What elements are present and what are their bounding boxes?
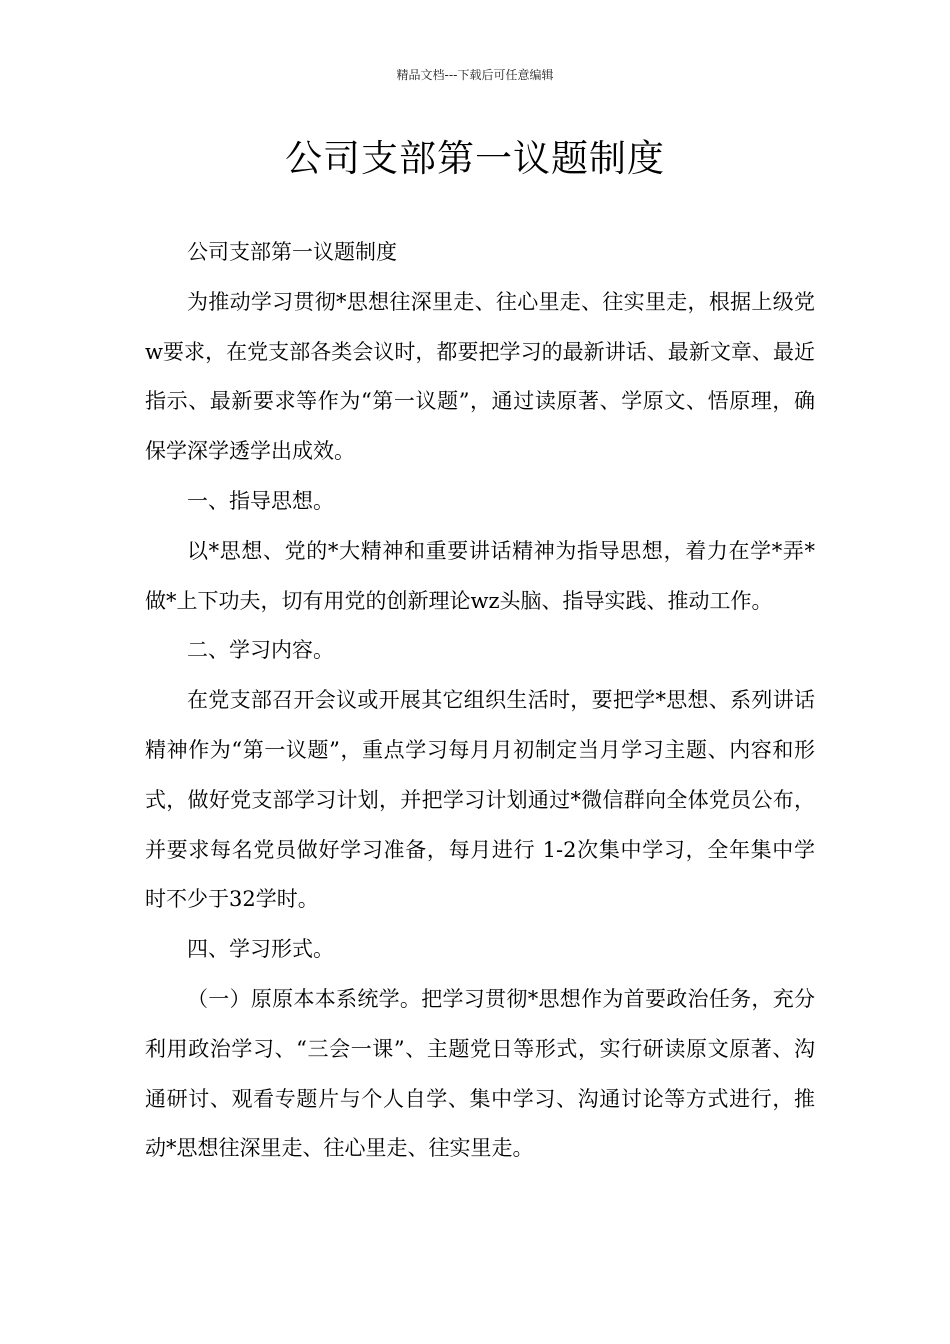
paragraph-subtitle: 公司支部第一议题制度: [187, 240, 397, 264]
page-header-note: 精品文档---下载后可任意编辑: [396, 68, 554, 82]
paragraph-study-content: 在党支部召开会议或开展其它组织生活时，要把学*思想、系列讲话精神作为“第一议题”，重点学习每月月初制定当月学习主题、内容和形式，做好党支部学习计划，并把学习计划通过*微信群向全体党员公布，并要求每名党员做好学习准备，每月进行 1-2次集中学习，全年集中学时不少于32学时。: [145, 688, 815, 912]
paragraph-intro: 为推动学习贯彻*思想往深里走、往心里走、往实里走，根据上级党w要求，在党支部各类会议时，都要把学习的最新讲话、最新文章、最近指示、最新要求等作为“第一议题”，通过读原著、学原文、悟原理，确保学深学透学出成效。: [145, 289, 815, 464]
document-title: 公司支部第一议题制度: [285, 137, 665, 180]
paragraph-guiding-thought: 以*思想、党的*大精神和重要讲话精神为指导思想，着力在学*弄*做*上下功夫，切有用党的创新理论wz头脑、指导实践、推动工作。: [145, 538, 815, 613]
section-heading-study-form: 四、学习形式。: [187, 937, 334, 962]
section-heading-guiding-thought: 一、指导思想。: [187, 488, 334, 513]
section-heading-study-content: 二、学习内容。: [187, 638, 334, 663]
document-body: [145, 228, 815, 1174]
paragraph-study-form-1: （一）原原本本系统学。把学习贯彻*思想作为首要政治任务，充分利用政治学习、“三会一课”、主题党日等形式，实行研读原文原著、沟通研讨、观看专题片与个人自学、集中学习、沟通讨论等方式进行，推动*思想往深里走、往心里走、往实里走。: [145, 986, 815, 1161]
